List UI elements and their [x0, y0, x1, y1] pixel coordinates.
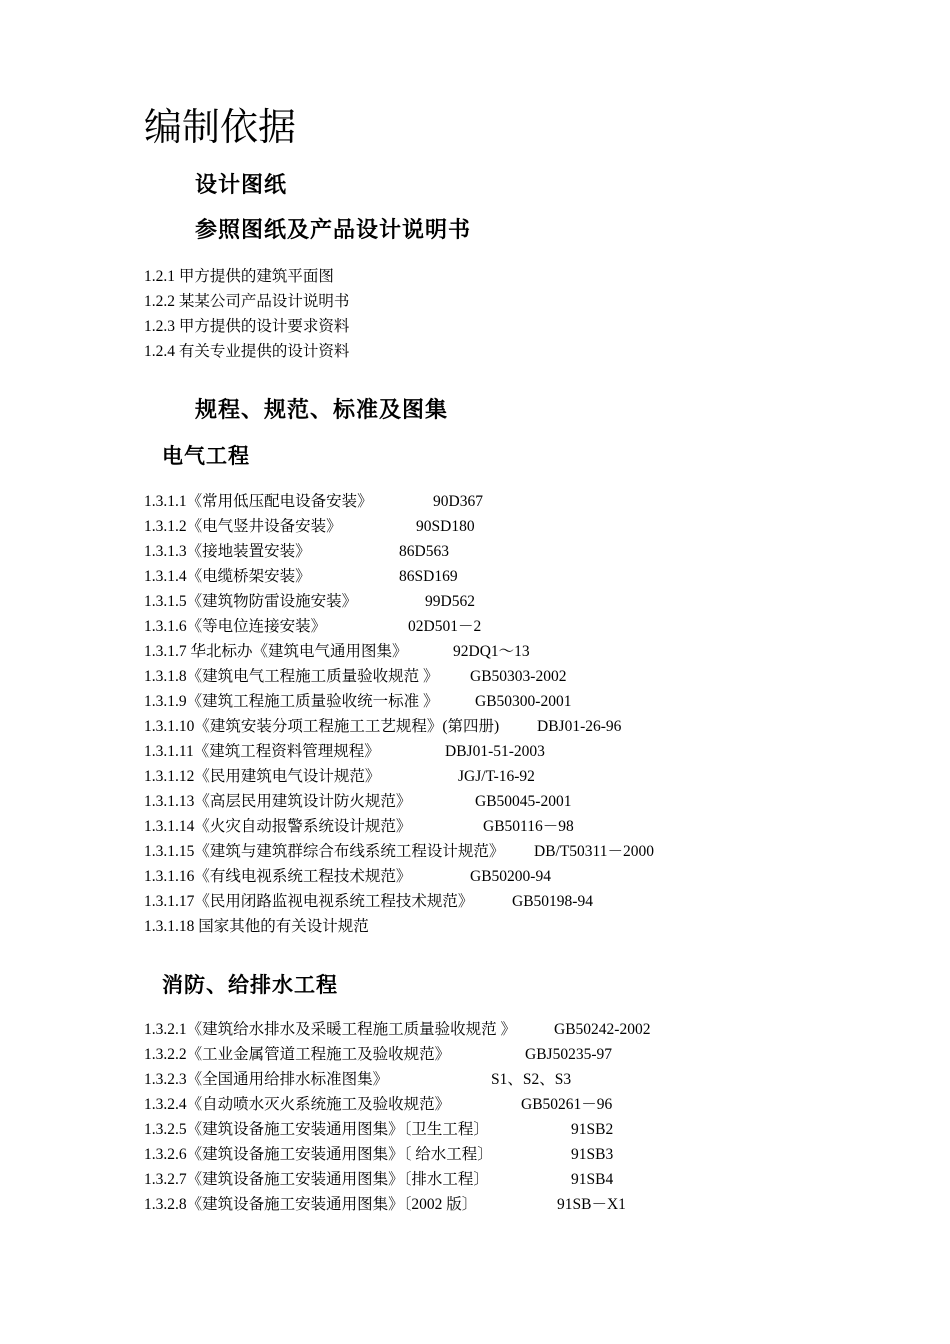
standard-code: GB50045-2001 [475, 793, 572, 810]
standard-item [144, 539, 504, 564]
standard-item [144, 1042, 612, 1067]
plumbing-standards-list [144, 1017, 651, 1217]
standard-title: 1.3.1.12《民用建筑电气设计规范》 [144, 768, 381, 785]
standard-item [144, 689, 572, 714]
standard-title: 1.3.2.4《自动喷水灭火系统施工及验收规范》 [144, 1096, 451, 1113]
standard-title: 1.3.2.3《全国通用给排水标准图集》 [144, 1071, 389, 1088]
subsection-heading-fire-plumbing: 消防、给排水工程 [162, 973, 338, 997]
section-heading-standards: 规程、规范、标准及图集 [195, 398, 449, 423]
list-item: 1.2.1 甲方提供的建筑平面图 [144, 268, 334, 285]
electrical-standards-list [144, 489, 654, 939]
standard-item [144, 1017, 651, 1042]
standard-item [144, 764, 535, 789]
standard-item [144, 1142, 614, 1167]
standard-title: 1.3.2.7《建筑设备施工安装通用图集》〔排水工程〕 [144, 1171, 489, 1188]
standard-code: GB50303-2002 [470, 668, 567, 685]
standard-item [144, 739, 545, 764]
standard-item [144, 714, 622, 739]
standard-title: 1.3.1.10《建筑安装分项工程施工工艺规程》(第四册) [144, 718, 500, 735]
standard-code: GB50116－98 [483, 818, 574, 835]
standard-item [144, 614, 504, 639]
list-item: 1.2.3 甲方提供的设计要求资料 [144, 318, 350, 335]
standard-code: 86SD169 [399, 568, 458, 585]
standard-item [144, 789, 572, 814]
standard-item [144, 814, 574, 839]
standard-title: 1.3.1.1《常用低压配电设备安装》 [144, 493, 373, 510]
standard-item [144, 914, 504, 939]
standard-title: 1.3.2.2《工业金属管道工程施工及验收规范》 [144, 1046, 451, 1063]
standard-code: 91SB2 [571, 1121, 614, 1138]
standard-title: 1.3.2.1《建筑给水排水及采暖工程施工质量验收规范 》 [144, 1021, 517, 1038]
standard-item [144, 639, 530, 664]
standard-code: 91SB3 [571, 1146, 614, 1163]
standard-title: 1.3.2.8《建筑设备施工安装通用图集》〔2002 版〕 [144, 1196, 478, 1213]
standard-code: 90SD180 [416, 518, 475, 535]
standard-code: 92DQ1～13 [453, 643, 530, 660]
standard-title: 1.3.1.15《建筑与建筑群综合布线系统工程设计规范》 [144, 843, 505, 860]
standard-item [144, 564, 504, 589]
standard-title: 1.3.1.2《电气竖井设备安装》 [144, 518, 342, 535]
standard-title: 1.3.1.6《等电位连接安装》 [144, 618, 327, 635]
standard-code: DBJ01-51-2003 [445, 743, 545, 760]
standard-code: 86D563 [399, 543, 449, 560]
standard-title: 1.3.1.14《火灾自动报警系统设计规范》 [144, 818, 412, 835]
standard-code: JGJ/T-16-92 [458, 768, 535, 785]
list-item: 1.2.2 某某公司产品设计说明书 [144, 293, 350, 310]
standard-item [144, 1117, 614, 1142]
subsection-heading-reference-drawings: 参照图纸及产品设计说明书 [195, 218, 472, 243]
standard-item [144, 1167, 614, 1192]
standard-code: GB50198-94 [512, 893, 593, 910]
standard-title: 1.3.1.9《建筑工程施工质量验收统一标准 》 [144, 693, 439, 710]
standard-title: 1.3.1.5《建筑物防雷设施安装》 [144, 593, 358, 610]
standard-code: DB/T50311－2000 [534, 843, 654, 860]
standard-item [144, 1067, 572, 1092]
standard-code: 02D501－2 [408, 618, 482, 635]
standard-item [144, 589, 504, 614]
standard-item [144, 889, 593, 914]
standard-item [144, 664, 567, 689]
subsection-heading-electrical: 电气工程 [162, 444, 250, 468]
document-title: 编制依据 [144, 105, 297, 149]
standard-code: GB50200-94 [470, 868, 551, 885]
standard-title: 1.3.1.17《民用闭路监视电视系统工程技术规范》 [144, 893, 474, 910]
standard-title: 1.3.1.7 华北标办《建筑电气通用图集》 [144, 643, 408, 660]
standard-item [144, 1192, 626, 1217]
standard-code: DBJ01-26-96 [537, 718, 622, 735]
standard-item [144, 514, 504, 539]
design-items-list [144, 264, 349, 364]
section-heading-design-drawings: 设计图纸 [195, 173, 288, 198]
standard-code: S1、S2、S3 [491, 1071, 572, 1088]
standard-title: 1.3.1.11《建筑工程资料管理规程》 [144, 743, 380, 760]
standard-code: 90D367 [433, 493, 483, 510]
standard-code: GB50261－96 [521, 1096, 613, 1113]
standard-title: 1.3.2.5《建筑设备施工安装通用图集》〔卫生工程〕 [144, 1121, 489, 1138]
standard-code: GBJ50235-97 [525, 1046, 612, 1063]
standard-title: 1.3.1.8《建筑电气工程施工质量验收规范 》 [144, 668, 439, 685]
standard-item [144, 1092, 613, 1117]
list-item: 1.2.4 有关专业提供的设计资料 [144, 343, 350, 360]
standard-title: 1.3.1.18 国家其他的有关设计规范 [144, 918, 369, 935]
standard-title: 1.3.1.4《电缆桥架安装》 [144, 568, 311, 585]
standard-title: 1.3.1.3《接地装置安装》 [144, 543, 311, 560]
standard-item [144, 839, 654, 864]
standard-code: GB50242-2002 [554, 1021, 651, 1038]
standard-code: 99D562 [425, 593, 475, 610]
standard-title: 1.3.1.16《有线电视系统工程技术规范》 [144, 868, 412, 885]
standard-code: GB50300-2001 [475, 693, 572, 710]
standard-title: 1.3.2.6《建筑设备施工安装通用图集》〔 给水工程〕 [144, 1146, 493, 1163]
standard-code: 91SB－X1 [557, 1196, 626, 1213]
standard-item [144, 864, 551, 889]
standard-item [144, 489, 504, 514]
standard-code: 91SB4 [571, 1171, 614, 1188]
standard-title: 1.3.1.13《高层民用建筑设计防火规范》 [144, 793, 412, 810]
